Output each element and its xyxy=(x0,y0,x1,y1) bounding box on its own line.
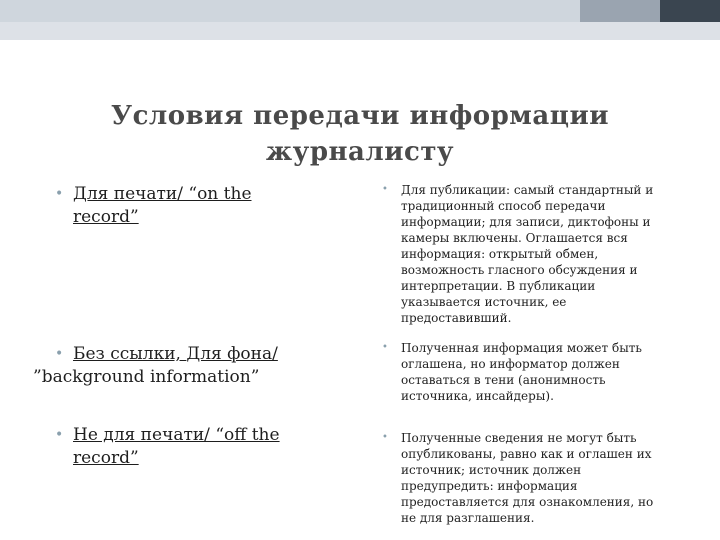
bullet-icon: • xyxy=(382,342,388,353)
left-item-line2: record” xyxy=(73,207,139,227)
decor-segment-dark xyxy=(660,0,720,22)
left-item-on-record xyxy=(55,183,355,229)
right-item-text: Полученная информация может быть оглашена, но информатор должен оставаться в тени (анонимность источника, инсайдеры). xyxy=(401,341,642,403)
left-item-line2: ”background information” xyxy=(33,367,260,387)
right-item-text: Полученные сведения не могут быть опубликованы, равно как и оглашен их источник; источник должен предупредить: информация предоставляется для ознакомления, но не для разглашения. xyxy=(401,431,654,525)
left-item-off-record xyxy=(55,424,355,470)
left-item-line1: Для печати/ “on the xyxy=(73,184,252,204)
decor-segment-mid xyxy=(580,0,660,22)
right-item-background xyxy=(382,340,672,404)
bullet-icon: • xyxy=(55,427,64,443)
left-item-line1: Не для печати/ “off the xyxy=(73,425,280,445)
bullet-icon: • xyxy=(382,184,388,195)
slide-title: Условия передачи информации журналисту xyxy=(110,101,610,167)
right-item-off-record xyxy=(382,430,672,526)
bullet-icon: • xyxy=(55,346,64,362)
left-item-background xyxy=(33,343,365,389)
top-decor-bar xyxy=(0,0,720,40)
right-item-text: Для публикации: самый стандартный и традиционный способ передачи информации; для записи, диктофоны и камеры включены. Оглашается вся информация: открытый обмен, возможность гласного обсуждения и интерпретации. В публикации указывается источник, ее предоставивший. xyxy=(401,183,654,325)
decor-segment-light xyxy=(0,0,580,22)
bullet-icon: • xyxy=(55,186,64,202)
left-item-part-b: Для фона/ xyxy=(186,344,278,364)
left-item-text xyxy=(55,183,355,229)
left-item-text xyxy=(55,424,355,470)
left-item-text xyxy=(55,343,365,366)
left-item-line2: record” xyxy=(73,448,139,468)
bullet-icon: • xyxy=(382,432,388,443)
left-item-part-a: Без ссылки, xyxy=(73,344,187,364)
right-item-on-record xyxy=(382,182,672,326)
